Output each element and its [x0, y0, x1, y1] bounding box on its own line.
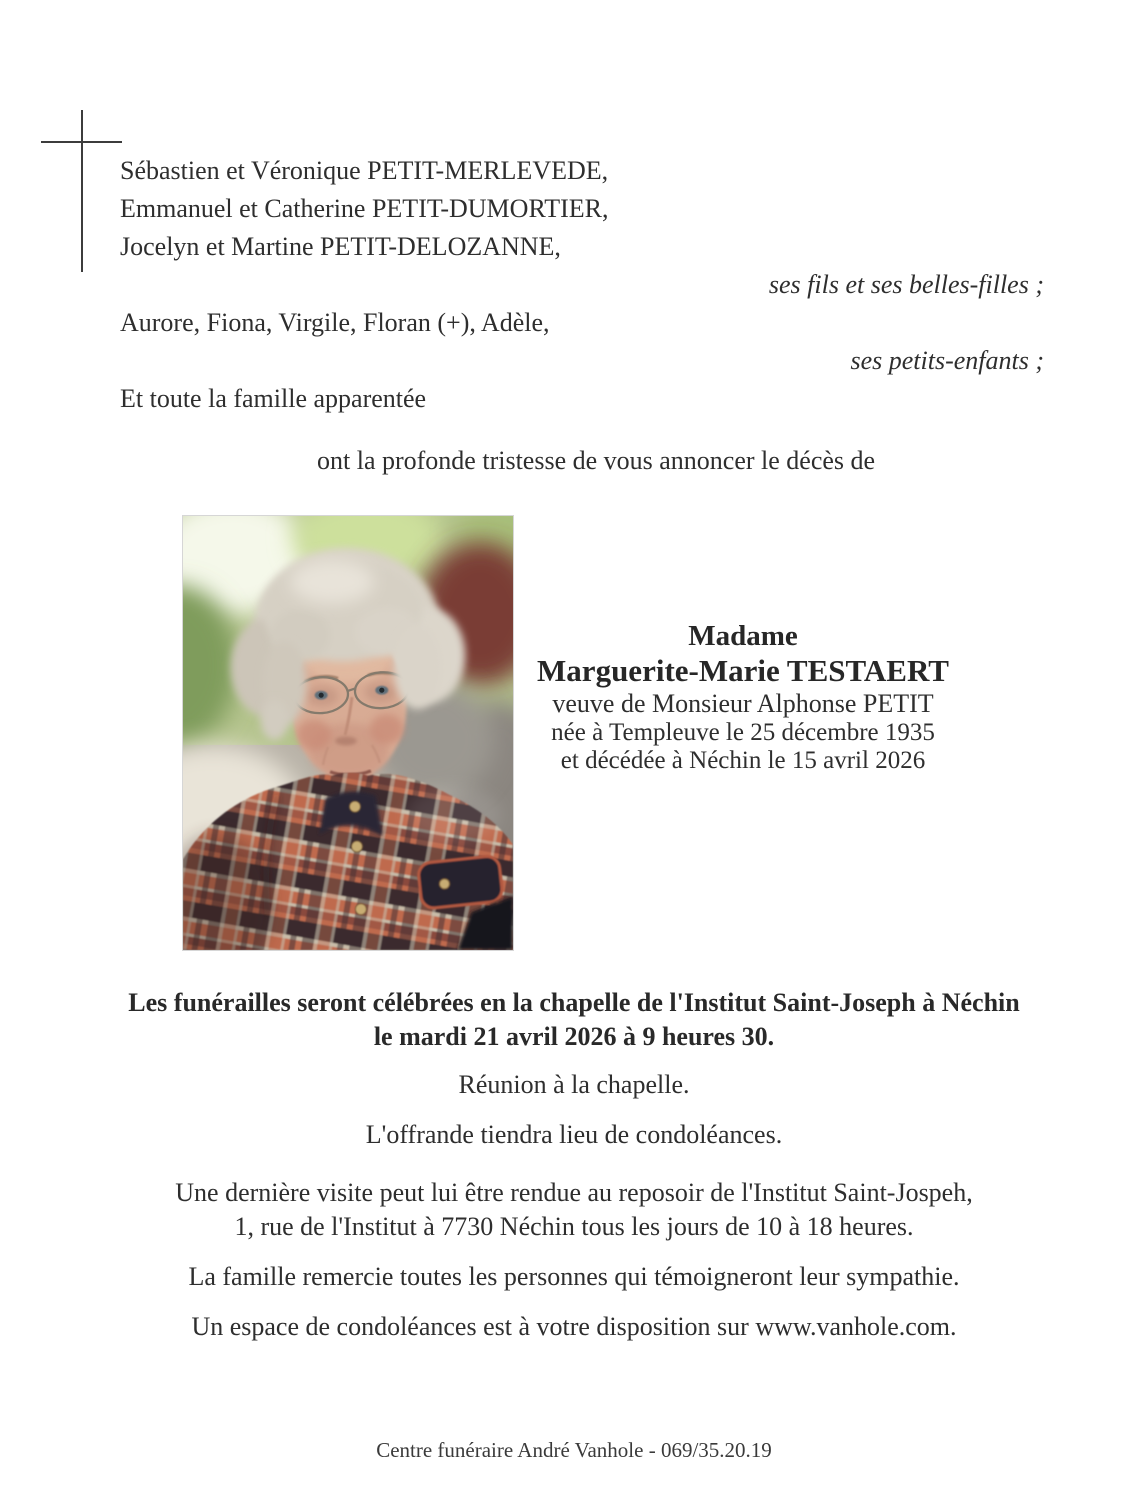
- last-visit-line-2: 1, rue de l'Institut à 7730 Néchin tous les jours de 10 à 18 heures.: [234, 1212, 914, 1241]
- condolences-website-line: Un espace de condoléances est à votre disposition sur www.vanhole.com.: [191, 1312, 957, 1341]
- funeral-home-footer: Centre funéraire André Vanhole - 069/35.20.19: [376, 1438, 772, 1462]
- family-names-block: [120, 152, 1044, 418]
- sons-relation-label: ses fils et ses belles-filles ;: [768, 270, 1044, 299]
- funeral-service-line-1: Les funérailles seront célébrées en la chapelle de l'Institut Saint-Joseph à Néchin: [128, 988, 1020, 1017]
- last-visit-line-1: Une dernière visite peut lui être rendue au reposoir de l'Institut Saint-Jospeh,: [175, 1178, 973, 1207]
- deceased-name: Marguerite-Marie TESTAERT: [537, 653, 949, 688]
- family-line-1: Sébastien et Véronique PETIT-MERLEVEDE,: [120, 156, 609, 185]
- family-line-2: Emmanuel et Catherine PETIT-DUMORTIER,: [120, 194, 609, 223]
- extended-family-line: Et toute la famille apparentée: [120, 384, 427, 413]
- deceased-title: Madame: [688, 620, 798, 652]
- funeral-service-line-2: le mardi 21 avril 2026 à 9 heures 30.: [373, 1022, 775, 1051]
- family-line-3: Jocelyn et Martine PETIT-DELOZANNE,: [120, 232, 561, 261]
- offering-line: L'offrande tiendra lieu de condoléances.: [365, 1120, 783, 1149]
- deceased-death-line: et décédée à Néchin le 15 avril 2026: [560, 747, 926, 774]
- deceased-identity-block: [443, 620, 1043, 775]
- thanks-line: La famille remercie toutes les personnes qui témoigneront leur sympathie.: [188, 1262, 960, 1291]
- grandchildren-relation-label: ses petits-enfants ;: [850, 346, 1044, 375]
- cross-horizontal-bar: [41, 141, 122, 143]
- deceased-birth-line: née à Templeuve le 25 décembre 1935: [551, 719, 935, 746]
- grandchildren-names-line: Aurore, Fiona, Virgile, Floran (+), Adèle,: [120, 308, 550, 337]
- deceased-widow-line: veuve de Monsieur Alphonse PETIT: [552, 689, 934, 718]
- announcement-intro-line: ont la profonde tristesse de vous annoncer le décès de: [317, 446, 876, 475]
- meeting-line: Réunion à la chapelle.: [458, 1070, 690, 1099]
- cross-vertical-bar: [81, 110, 83, 272]
